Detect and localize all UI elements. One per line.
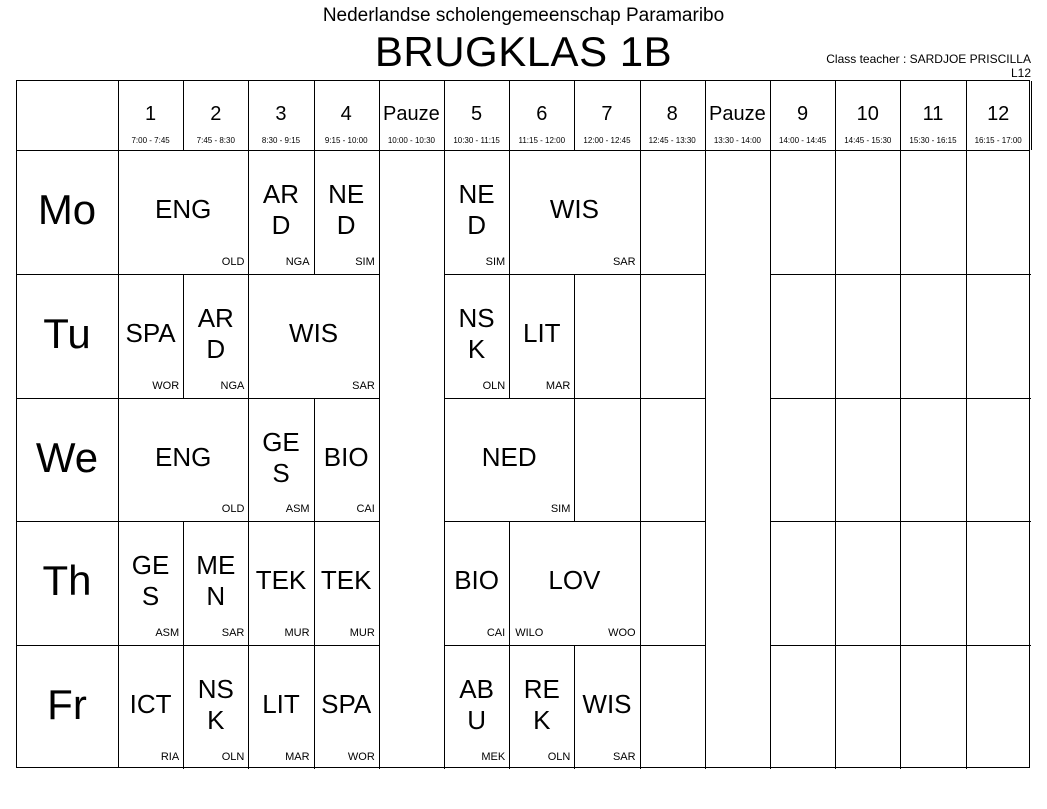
cell-divider	[900, 150, 901, 274]
lesson-subject	[444, 674, 509, 736]
lesson-subject	[118, 194, 248, 225]
subject-line: D	[336, 210, 356, 240]
header-divider	[314, 81, 315, 150]
header-divider	[705, 81, 706, 150]
cell-divider	[966, 521, 967, 645]
lesson-teacher: ASM	[285, 503, 310, 516]
header-divider	[900, 81, 901, 150]
cell-divider	[379, 645, 380, 769]
row-divider	[966, 645, 1031, 646]
cell-divider	[705, 274, 706, 398]
subject-line: K	[467, 333, 486, 364]
subject-line: ME	[196, 550, 236, 581]
cell-divider	[640, 150, 641, 274]
timetable-grid	[16, 80, 1030, 768]
lesson-teacher: OLD	[221, 503, 245, 516]
period-number: 6	[536, 103, 548, 125]
lesson-subject	[574, 689, 639, 720]
lesson-teacher: NGA	[220, 379, 245, 392]
school-name: Nederlandse scholengemeenschap Paramaribo	[322, 5, 725, 26]
lesson-teacher: SIM	[485, 255, 506, 268]
cell-divider	[379, 150, 380, 274]
subject-line: NS	[458, 302, 495, 333]
period-number: 3	[275, 103, 287, 125]
lesson-subject	[444, 179, 509, 241]
row-divider	[900, 274, 965, 275]
lesson-teacher: ASM	[155, 627, 180, 640]
subject-line: SPA	[321, 689, 372, 720]
subject-line: SPA	[125, 317, 176, 348]
period-number: 1	[145, 103, 157, 125]
period-time: 7:45 - 8:30	[196, 136, 235, 145]
period-time: 10:00 - 10:30	[387, 136, 435, 145]
row-divider	[770, 274, 835, 275]
cell-divider	[966, 398, 967, 522]
lesson-subject	[314, 565, 379, 596]
period-time: 14:45 - 15:30	[844, 136, 892, 145]
lesson-cell	[444, 398, 574, 522]
cell-divider	[640, 645, 641, 769]
subject-line: LIT	[522, 317, 561, 348]
subject-line: WIS	[582, 689, 632, 720]
row-divider	[900, 521, 965, 522]
lesson-cell	[314, 521, 379, 645]
header-divider	[574, 81, 575, 150]
period-time: 16:15 - 17:00	[974, 136, 1022, 145]
period-time: 8:30 - 9:15	[261, 136, 301, 145]
lesson-subject	[183, 674, 248, 736]
lesson-teacher: MAR	[285, 750, 310, 763]
lesson-cell	[314, 645, 379, 769]
lesson-subject	[444, 565, 509, 596]
subject-line: NE	[458, 179, 495, 209]
lesson-teacher: MEK	[481, 750, 506, 763]
period-number: 7	[601, 103, 613, 125]
header-divider	[379, 81, 380, 150]
cell-divider	[770, 521, 771, 645]
cell-divider	[705, 521, 706, 645]
lesson-subject	[118, 442, 248, 473]
lesson-cell	[509, 645, 574, 769]
subject-line: AR	[197, 302, 234, 333]
subject-line: K	[207, 705, 225, 736]
period-number: 2	[210, 103, 222, 125]
subject-line: AR	[262, 179, 300, 209]
lesson-teacher: MUR	[284, 627, 310, 640]
row-divider	[835, 521, 900, 522]
cell-divider	[574, 274, 575, 398]
cell-divider	[705, 398, 706, 522]
lesson-teacher: SAR	[221, 627, 245, 640]
cell-divider	[640, 274, 641, 398]
subject-line: U	[467, 705, 486, 736]
period-time: 12:00 - 12:45	[583, 136, 631, 145]
row-divider	[966, 521, 1031, 522]
row-divider	[835, 398, 900, 399]
period-time: 11:15 - 12:00	[518, 136, 566, 145]
period-number: 9	[797, 103, 809, 125]
lesson-subject	[183, 550, 248, 612]
row-divider	[17, 274, 118, 275]
subject-line: NE	[328, 179, 365, 209]
lesson-teacher: WOO	[608, 627, 636, 640]
lesson-teacher: OLN	[482, 379, 506, 392]
lesson-cell	[183, 645, 248, 769]
period-number: 11	[922, 103, 944, 125]
row-divider	[574, 398, 639, 399]
subject-line: D	[206, 333, 226, 364]
period-number: 10	[856, 103, 879, 125]
room-label: L12	[1010, 66, 1031, 80]
period-time: 9:15 - 10:00	[324, 136, 368, 145]
period-number: 4	[340, 103, 352, 125]
lesson-teacher: CAI	[486, 627, 506, 640]
lesson-cell	[509, 150, 639, 274]
row-divider	[17, 398, 118, 399]
lesson-cell	[509, 274, 574, 398]
subject-line: WIS	[549, 194, 599, 224]
period-number: 5	[471, 103, 483, 125]
lesson-teacher: SIM	[550, 503, 571, 516]
cell-divider	[770, 645, 771, 769]
row-divider	[900, 398, 965, 399]
subject-line: LIT	[262, 689, 300, 720]
subject-line: BIO	[454, 565, 499, 596]
subject-line: ICT	[129, 689, 172, 720]
lesson-teacher: WOR	[347, 750, 375, 763]
header-divider	[509, 81, 510, 150]
lesson-subject	[314, 442, 379, 473]
cell-divider	[379, 274, 380, 398]
lesson-teacher: MAR	[545, 379, 571, 392]
header-divider	[770, 81, 771, 150]
period-time: 7:00 - 7:45	[131, 136, 170, 145]
lesson-cell	[574, 645, 639, 769]
lesson-cell	[248, 398, 313, 522]
lesson-subject	[118, 550, 183, 612]
lesson-cell	[118, 274, 183, 398]
cell-divider	[835, 521, 836, 645]
row-divider	[966, 398, 1031, 399]
cell-divider	[770, 274, 771, 398]
subject-line: TEK	[255, 565, 307, 596]
header-divider	[640, 81, 641, 150]
header-divider	[248, 81, 249, 150]
lesson-teacher: SAR	[352, 379, 375, 392]
cell-divider	[835, 150, 836, 274]
lesson-teacher: WOR	[152, 379, 180, 392]
lesson-subject	[248, 689, 313, 720]
lesson-subject	[118, 318, 183, 349]
lesson-subject	[248, 565, 313, 596]
row-divider	[770, 645, 835, 646]
subject-line: GE	[131, 550, 170, 581]
subject-line: GE	[262, 426, 300, 457]
lesson-subject	[248, 427, 313, 489]
row-divider	[835, 645, 900, 646]
cell-divider	[966, 274, 967, 398]
subject-line: D	[467, 210, 486, 240]
row-divider	[640, 274, 705, 275]
header-divider	[835, 81, 836, 150]
row-divider	[835, 274, 900, 275]
lesson-teacher: CAI	[356, 503, 375, 516]
subject-line: S	[141, 581, 160, 612]
lesson-cell	[118, 398, 248, 522]
subject-line: LOV	[548, 565, 601, 596]
cell-divider	[900, 521, 901, 645]
lesson-teacher: NGA	[285, 255, 310, 268]
period-number: Pauze	[709, 103, 766, 125]
lesson-cell	[248, 274, 378, 398]
day-label: Fr	[47, 681, 87, 729]
day-label: Th	[42, 557, 92, 605]
period-number: 8	[666, 103, 678, 125]
lesson-teacher: MUR	[349, 627, 375, 640]
cell-divider	[900, 274, 901, 398]
cell-divider	[705, 150, 706, 274]
cell-divider	[835, 274, 836, 398]
lesson-subject	[444, 303, 509, 365]
cell-divider	[835, 398, 836, 522]
lesson-cell	[444, 150, 509, 274]
cell-divider	[379, 521, 380, 645]
period-time: 10:30 - 11:15	[453, 136, 500, 145]
lesson-subject	[248, 318, 378, 349]
period-time: 15:30 - 16:15	[909, 136, 957, 145]
lesson-cell	[183, 274, 248, 398]
cell-divider	[379, 398, 380, 522]
lesson-teacher: OLN	[221, 750, 245, 763]
subject-line: S	[272, 457, 290, 488]
lesson-cell	[248, 150, 313, 274]
lesson-cell	[118, 521, 183, 645]
row-divider	[640, 398, 705, 399]
period-time: 12:45 - 13:30	[648, 136, 696, 145]
subject-line: WIS	[289, 317, 339, 348]
header-divider	[444, 81, 445, 150]
subject-line: NS	[197, 674, 234, 705]
row-divider	[900, 645, 965, 646]
row-divider	[17, 521, 118, 522]
row-divider	[770, 398, 835, 399]
lesson-teacher: SIM	[355, 255, 375, 268]
lesson-subject	[118, 689, 183, 720]
class-teacher: Class teacher : SARDJOE PRISCILLA	[826, 52, 1031, 66]
subject-line: AB	[459, 674, 494, 705]
header-divider	[966, 81, 967, 150]
lesson-teacher: SAR	[612, 255, 636, 268]
cell-divider	[770, 398, 771, 522]
lesson-cell	[509, 521, 639, 645]
subject-line: BIO	[323, 441, 369, 472]
subject-line: TEK	[320, 565, 372, 596]
lesson-cell	[444, 274, 509, 398]
lesson-cell	[118, 150, 248, 274]
lesson-subject	[509, 674, 574, 736]
period-number: Pauze	[383, 103, 440, 125]
lesson-teacher: OLN	[547, 750, 571, 763]
subject-line: ENG	[155, 441, 212, 472]
header-divider	[183, 81, 184, 150]
subject-line: D	[271, 210, 291, 240]
row-divider	[574, 274, 639, 275]
lesson-cell	[248, 521, 313, 645]
lesson-subject	[183, 303, 248, 365]
lesson-teacher: RIA	[160, 750, 180, 763]
cell-divider	[640, 398, 641, 522]
subject-line: ENG	[155, 194, 212, 224]
period-time: 14:00 - 14:45	[779, 136, 827, 145]
row-divider	[640, 521, 705, 522]
day-label: Mo	[37, 186, 97, 233]
cell-divider	[966, 645, 967, 769]
subject-line: NED	[481, 441, 537, 472]
lesson-subject	[509, 318, 574, 349]
row-divider	[640, 645, 705, 646]
day-label: We	[35, 433, 99, 481]
cell-divider	[900, 645, 901, 769]
lesson-subject	[444, 442, 574, 473]
lesson-teacher: OLD	[221, 255, 245, 268]
lesson-teacher-secondary: WILO	[515, 627, 544, 640]
lesson-subject	[314, 689, 379, 720]
lesson-subject	[314, 179, 379, 241]
row-divider	[770, 521, 835, 522]
lesson-teacher: SAR	[612, 750, 636, 763]
day-label: Tu	[43, 309, 91, 357]
cell-divider	[835, 645, 836, 769]
lesson-cell	[248, 645, 313, 769]
lesson-subject	[509, 565, 639, 596]
cell-divider	[574, 398, 575, 522]
lesson-cell	[314, 398, 379, 522]
subject-line: N	[206, 581, 226, 612]
lesson-cell	[118, 645, 183, 769]
lesson-subject	[248, 179, 313, 241]
lesson-cell	[444, 645, 509, 769]
subject-line: K	[533, 705, 551, 736]
lesson-subject	[509, 194, 639, 225]
lesson-cell	[314, 150, 379, 274]
row-divider	[17, 645, 118, 646]
subject-line: RE	[523, 674, 560, 705]
cell-divider	[705, 645, 706, 769]
cell-divider	[640, 521, 641, 645]
row-divider	[966, 274, 1031, 275]
class-title: BRUGKLAS 1B	[374, 28, 673, 75]
cell-divider	[770, 150, 771, 274]
cell-divider	[900, 398, 901, 522]
cell-divider	[966, 150, 967, 274]
period-number: 12	[987, 103, 1010, 125]
lesson-cell	[444, 521, 509, 645]
lesson-cell	[183, 521, 248, 645]
header-divider	[1031, 81, 1032, 150]
period-time: 13:30 - 14:00	[713, 136, 761, 145]
